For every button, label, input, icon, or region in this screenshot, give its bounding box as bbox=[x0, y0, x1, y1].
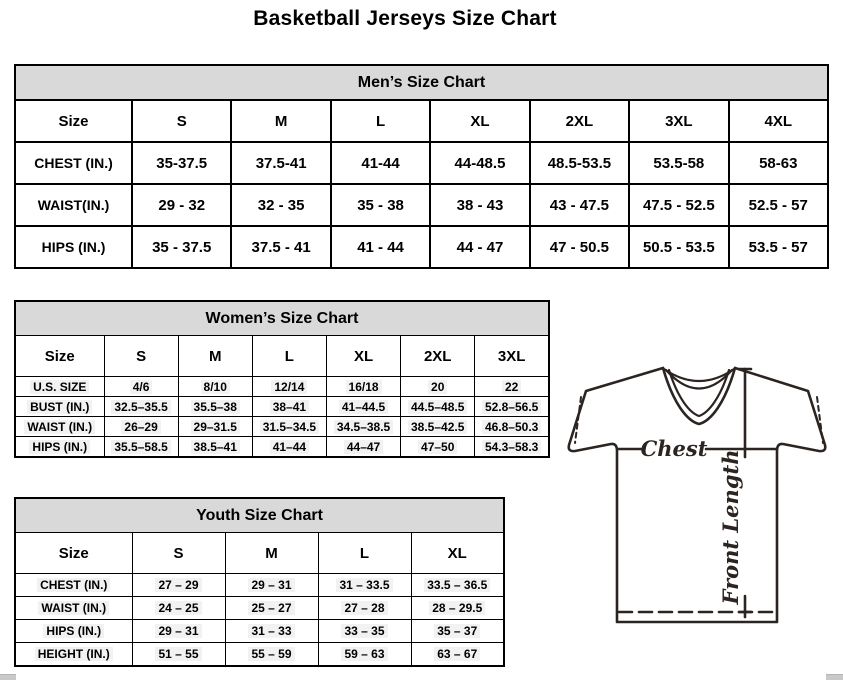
table-row bbox=[15, 417, 549, 437]
row-label: HIPS (IN.) bbox=[15, 226, 132, 268]
value-cell: 58-63 bbox=[729, 142, 828, 184]
column-header: Size bbox=[15, 100, 132, 142]
column-header: S bbox=[132, 533, 225, 574]
value-cell: 54.3–58.3 bbox=[475, 437, 549, 458]
value-cell: 8/10 bbox=[178, 377, 252, 397]
womens-size-table bbox=[14, 300, 550, 458]
column-header: S bbox=[104, 336, 178, 377]
value-cell: 34.5–38.5 bbox=[326, 417, 400, 437]
table-title: Men’s Size Chart bbox=[15, 65, 828, 100]
column-header: XL bbox=[326, 336, 400, 377]
value-cell: 20 bbox=[401, 377, 475, 397]
column-header: 2XL bbox=[530, 100, 629, 142]
value-cell: 35.5–58.5 bbox=[104, 437, 178, 458]
table-row bbox=[15, 597, 504, 620]
value-cell: 38.5–41 bbox=[178, 437, 252, 458]
row-label: HEIGHT (IN.) bbox=[15, 643, 132, 667]
column-header: M bbox=[178, 336, 252, 377]
value-cell: 35 - 37.5 bbox=[132, 226, 231, 268]
row-label: BUST (IN.) bbox=[15, 397, 104, 417]
column-header: L bbox=[318, 533, 411, 574]
mens-size-chart bbox=[14, 64, 829, 269]
row-label: CHEST (IN.) bbox=[15, 142, 132, 184]
value-cell: 32.5–35.5 bbox=[104, 397, 178, 417]
column-header: Size bbox=[15, 336, 104, 377]
row-label: HIPS (IN.) bbox=[15, 620, 132, 643]
value-cell: 53.5 - 57 bbox=[729, 226, 828, 268]
column-header: L bbox=[252, 336, 326, 377]
value-cell: 29 – 31 bbox=[132, 620, 225, 643]
womens-size-chart bbox=[14, 300, 550, 458]
value-cell: 52.5 - 57 bbox=[729, 184, 828, 226]
value-cell: 33.5 – 36.5 bbox=[411, 574, 504, 597]
value-cell: 35 - 38 bbox=[331, 184, 430, 226]
table-row bbox=[15, 226, 828, 268]
value-cell: 46.8–50.3 bbox=[475, 417, 549, 437]
row-label: HIPS (IN.) bbox=[15, 437, 104, 458]
value-cell: 27 – 28 bbox=[318, 597, 411, 620]
column-header: 3XL bbox=[629, 100, 728, 142]
value-cell: 29–31.5 bbox=[178, 417, 252, 437]
row-label: CHEST (IN.) bbox=[15, 574, 132, 597]
column-header: 4XL bbox=[729, 100, 828, 142]
value-cell: 37.5 - 41 bbox=[231, 226, 330, 268]
table-title: Women’s Size Chart bbox=[15, 301, 549, 336]
chest-label: Chest bbox=[640, 436, 708, 461]
column-header: 2XL bbox=[401, 336, 475, 377]
value-cell: 41 - 44 bbox=[331, 226, 430, 268]
value-cell: 44–47 bbox=[326, 437, 400, 458]
value-cell: 48.5-53.5 bbox=[530, 142, 629, 184]
value-cell: 55 – 59 bbox=[225, 643, 318, 667]
value-cell: 63 – 67 bbox=[411, 643, 504, 667]
value-cell: 53.5-58 bbox=[629, 142, 728, 184]
value-cell: 43 - 47.5 bbox=[530, 184, 629, 226]
value-cell: 47 - 50.5 bbox=[530, 226, 629, 268]
row-label: WAIST(IN.) bbox=[15, 184, 132, 226]
value-cell: 44 - 47 bbox=[430, 226, 529, 268]
value-cell: 31 – 33.5 bbox=[318, 574, 411, 597]
value-cell: 22 bbox=[475, 377, 549, 397]
value-cell: 29 – 31 bbox=[225, 574, 318, 597]
row-label: U.S. SIZE bbox=[15, 377, 104, 397]
column-header: M bbox=[225, 533, 318, 574]
column-header: XL bbox=[411, 533, 504, 574]
value-cell: 31 – 33 bbox=[225, 620, 318, 643]
column-header: XL bbox=[430, 100, 529, 142]
value-cell: 33 – 35 bbox=[318, 620, 411, 643]
value-cell: 41–44.5 bbox=[326, 397, 400, 417]
column-header: M bbox=[231, 100, 330, 142]
value-cell: 12/14 bbox=[252, 377, 326, 397]
table-row bbox=[15, 620, 504, 643]
value-cell: 50.5 - 53.5 bbox=[629, 226, 728, 268]
value-cell: 16/18 bbox=[326, 377, 400, 397]
value-cell: 38.5–42.5 bbox=[401, 417, 475, 437]
table-row bbox=[15, 397, 549, 417]
value-cell: 35 – 37 bbox=[411, 620, 504, 643]
mens-size-table bbox=[14, 64, 829, 269]
column-header: 3XL bbox=[475, 336, 549, 377]
value-cell: 59 – 63 bbox=[318, 643, 411, 667]
column-header: L bbox=[331, 100, 430, 142]
value-cell: 44-48.5 bbox=[430, 142, 529, 184]
value-cell: 38 - 43 bbox=[430, 184, 529, 226]
jersey-outline bbox=[569, 368, 826, 622]
value-cell: 35-37.5 bbox=[132, 142, 231, 184]
value-cell: 41-44 bbox=[331, 142, 430, 184]
value-cell: 32 - 35 bbox=[231, 184, 330, 226]
youth-size-chart bbox=[14, 497, 505, 667]
value-cell: 29 - 32 bbox=[132, 184, 231, 226]
table-row bbox=[15, 643, 504, 667]
row-label: WAIST (IN.) bbox=[15, 597, 132, 620]
youth-size-table bbox=[14, 497, 505, 667]
value-cell: 52.8–56.5 bbox=[475, 397, 549, 417]
value-cell: 24 – 25 bbox=[132, 597, 225, 620]
column-header: S bbox=[132, 100, 231, 142]
table-row bbox=[15, 184, 828, 226]
jersey-diagram bbox=[555, 355, 843, 645]
value-cell: 44.5–48.5 bbox=[401, 397, 475, 417]
value-cell: 28 – 29.5 bbox=[411, 597, 504, 620]
value-cell: 27 – 29 bbox=[132, 574, 225, 597]
value-cell: 51 – 55 bbox=[132, 643, 225, 667]
scrollbar-fragment-right bbox=[826, 674, 843, 680]
column-header: Size bbox=[15, 533, 132, 574]
value-cell: 35.5–38 bbox=[178, 397, 252, 417]
page-title: Basketball Jerseys Size Chart bbox=[253, 7, 557, 30]
table-row bbox=[15, 377, 549, 397]
value-cell: 47–50 bbox=[401, 437, 475, 458]
value-cell: 26–29 bbox=[104, 417, 178, 437]
table-row bbox=[15, 574, 504, 597]
value-cell: 37.5-41 bbox=[231, 142, 330, 184]
jersey-measurement-illustration bbox=[555, 355, 843, 645]
table-row bbox=[15, 142, 828, 184]
table-title: Youth Size Chart bbox=[15, 498, 504, 533]
table-row bbox=[15, 437, 549, 458]
row-label: WAIST (IN.) bbox=[15, 417, 104, 437]
value-cell: 31.5–34.5 bbox=[252, 417, 326, 437]
value-cell: 47.5 - 52.5 bbox=[629, 184, 728, 226]
value-cell: 4/6 bbox=[104, 377, 178, 397]
value-cell: 38–41 bbox=[252, 397, 326, 417]
value-cell: 25 – 27 bbox=[225, 597, 318, 620]
front-length-label: Front Length bbox=[718, 449, 743, 605]
scrollbar-fragment-left bbox=[0, 674, 16, 680]
value-cell: 41–44 bbox=[252, 437, 326, 458]
